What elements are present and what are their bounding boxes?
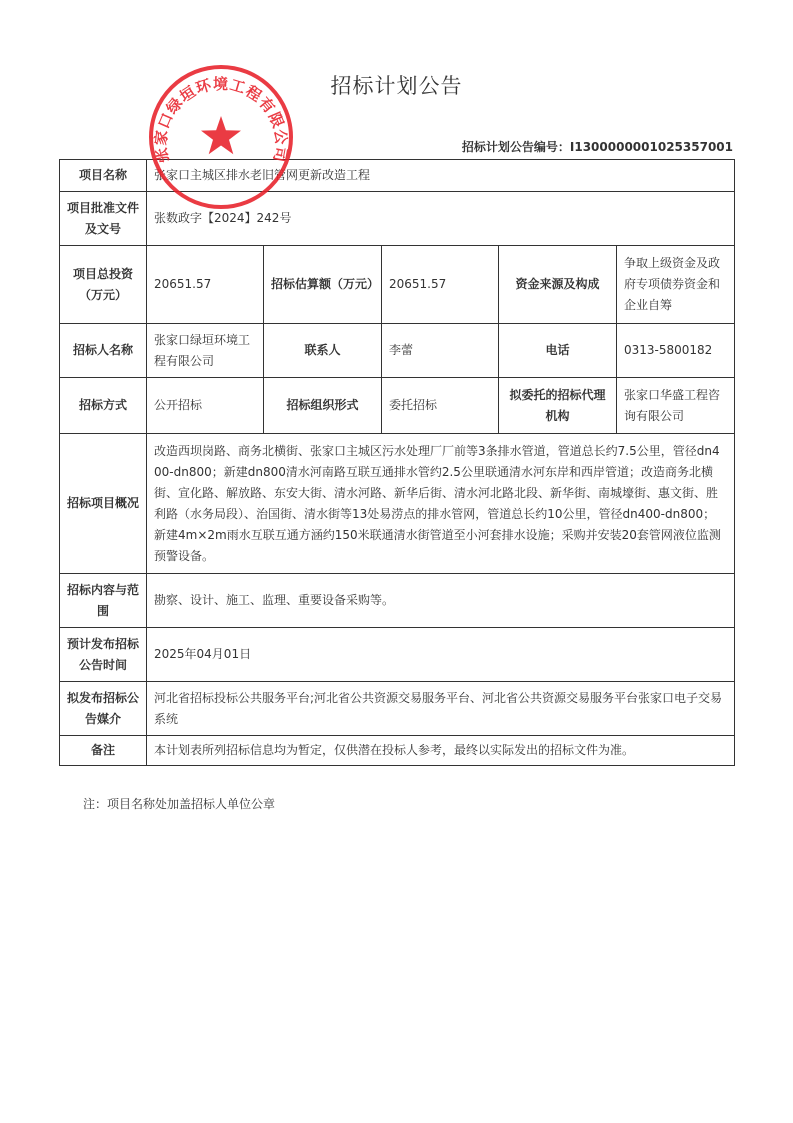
remark-value: 本计划表所列招标信息均为暂定，仅供潜在投标人参考，最终以实际发出的招标文件为准。 (147, 736, 735, 766)
publish-time-value: 2025年04月01日 (147, 628, 735, 682)
estimate-amount-value: 20651.57 (382, 246, 499, 324)
tender-plan-table (59, 159, 735, 766)
fund-source-label: 资金来源及构成 (499, 246, 617, 324)
phone-value: 0313-5800182 (617, 324, 735, 378)
tenderer-name-value: 张家口绿垣环境工程有限公司 (147, 324, 264, 378)
notice-number: 招标计划公告编号：I1300000001025357001 (461, 140, 733, 154)
agency-label: 拟委托的招标代理机构 (499, 378, 617, 434)
seal-text: 张家口绿垣环境工程有限公司 (151, 75, 291, 165)
phone-label: 电话 (499, 324, 617, 378)
tenderer-name-label: 招标人名称 (60, 324, 147, 378)
scope-value: 勘察、设计、施工、监理、重要设备采购等。 (147, 574, 735, 628)
page-title: 招标计划公告 (330, 74, 463, 98)
seal-star-icon (201, 116, 241, 154)
project-name-label: 项目名称 (60, 160, 147, 192)
project-overview-label: 招标项目概况 (60, 434, 147, 574)
table-row (60, 378, 735, 434)
tender-method-label: 招标方式 (60, 378, 147, 434)
total-investment-label: 项目总投资（万元） (60, 246, 147, 324)
table-row (60, 682, 735, 736)
remark-label: 备注 (60, 736, 147, 766)
publish-media-label: 拟发布招标公告媒介 (60, 682, 147, 736)
approval-doc-label: 项目批准文件及文号 (60, 192, 147, 246)
fund-source-value: 争取上级资金及政府专项债券资金和企业自筹 (617, 246, 735, 324)
table-row (60, 574, 735, 628)
footnote: 注：项目名称处加盖招标人单位公章 (83, 797, 276, 811)
scope-label: 招标内容与范围 (60, 574, 147, 628)
table-row (60, 192, 735, 246)
table-row (60, 246, 735, 324)
contact-label: 联系人 (264, 324, 382, 378)
approval-doc-value: 张数政字【2024】242号 (147, 192, 735, 246)
tender-method-value: 公开招标 (147, 378, 264, 434)
project-overview-value: 改造西坝岗路、商务北横街、张家口主城区污水处理厂厂前等3条排水管道，管道总长约7.5公里，管径dn400-dn800；新建dn800清水河南路互联互通排水管约2.5公里联通清水河东岸和西岸管道；改造商务北横街、宣化路、解放路、东安大街、清水河路、新华后街、清水河北路北段、新华街、南城壕街、惠文街、胜利路（水务局段）、治国街、清水街等13处易涝点的排水管网，管道总长约10公里，管径dn400-dn800；新建4m×2m雨水互联互通方涵约150米联通清水街管道至小河套排水设施；采购并安装20套管网液位监测预警设备。 (147, 434, 735, 574)
agency-value: 张家口华盛工程咨询有限公司 (617, 378, 735, 434)
publish-media-value: 河北省招标投标公共服务平台;河北省公共资源交易服务平台、河北省公共资源交易服务平台张家口电子交易系统 (147, 682, 735, 736)
organization-form-label: 招标组织形式 (264, 378, 382, 434)
project-name-value: 张家口主城区排水老旧管网更新改造工程 (147, 160, 735, 192)
contact-value: 李蕾 (382, 324, 499, 378)
table-row (60, 160, 735, 192)
table-row (60, 736, 735, 766)
total-investment-value: 20651.57 (147, 246, 264, 324)
table-row (60, 434, 735, 574)
estimate-amount-label: 招标估算额（万元） (264, 246, 382, 324)
table-row (60, 324, 735, 378)
organization-form-value: 委托招标 (382, 378, 499, 434)
table-row (60, 628, 735, 682)
publish-time-label: 预计发布招标公告时间 (60, 628, 147, 682)
